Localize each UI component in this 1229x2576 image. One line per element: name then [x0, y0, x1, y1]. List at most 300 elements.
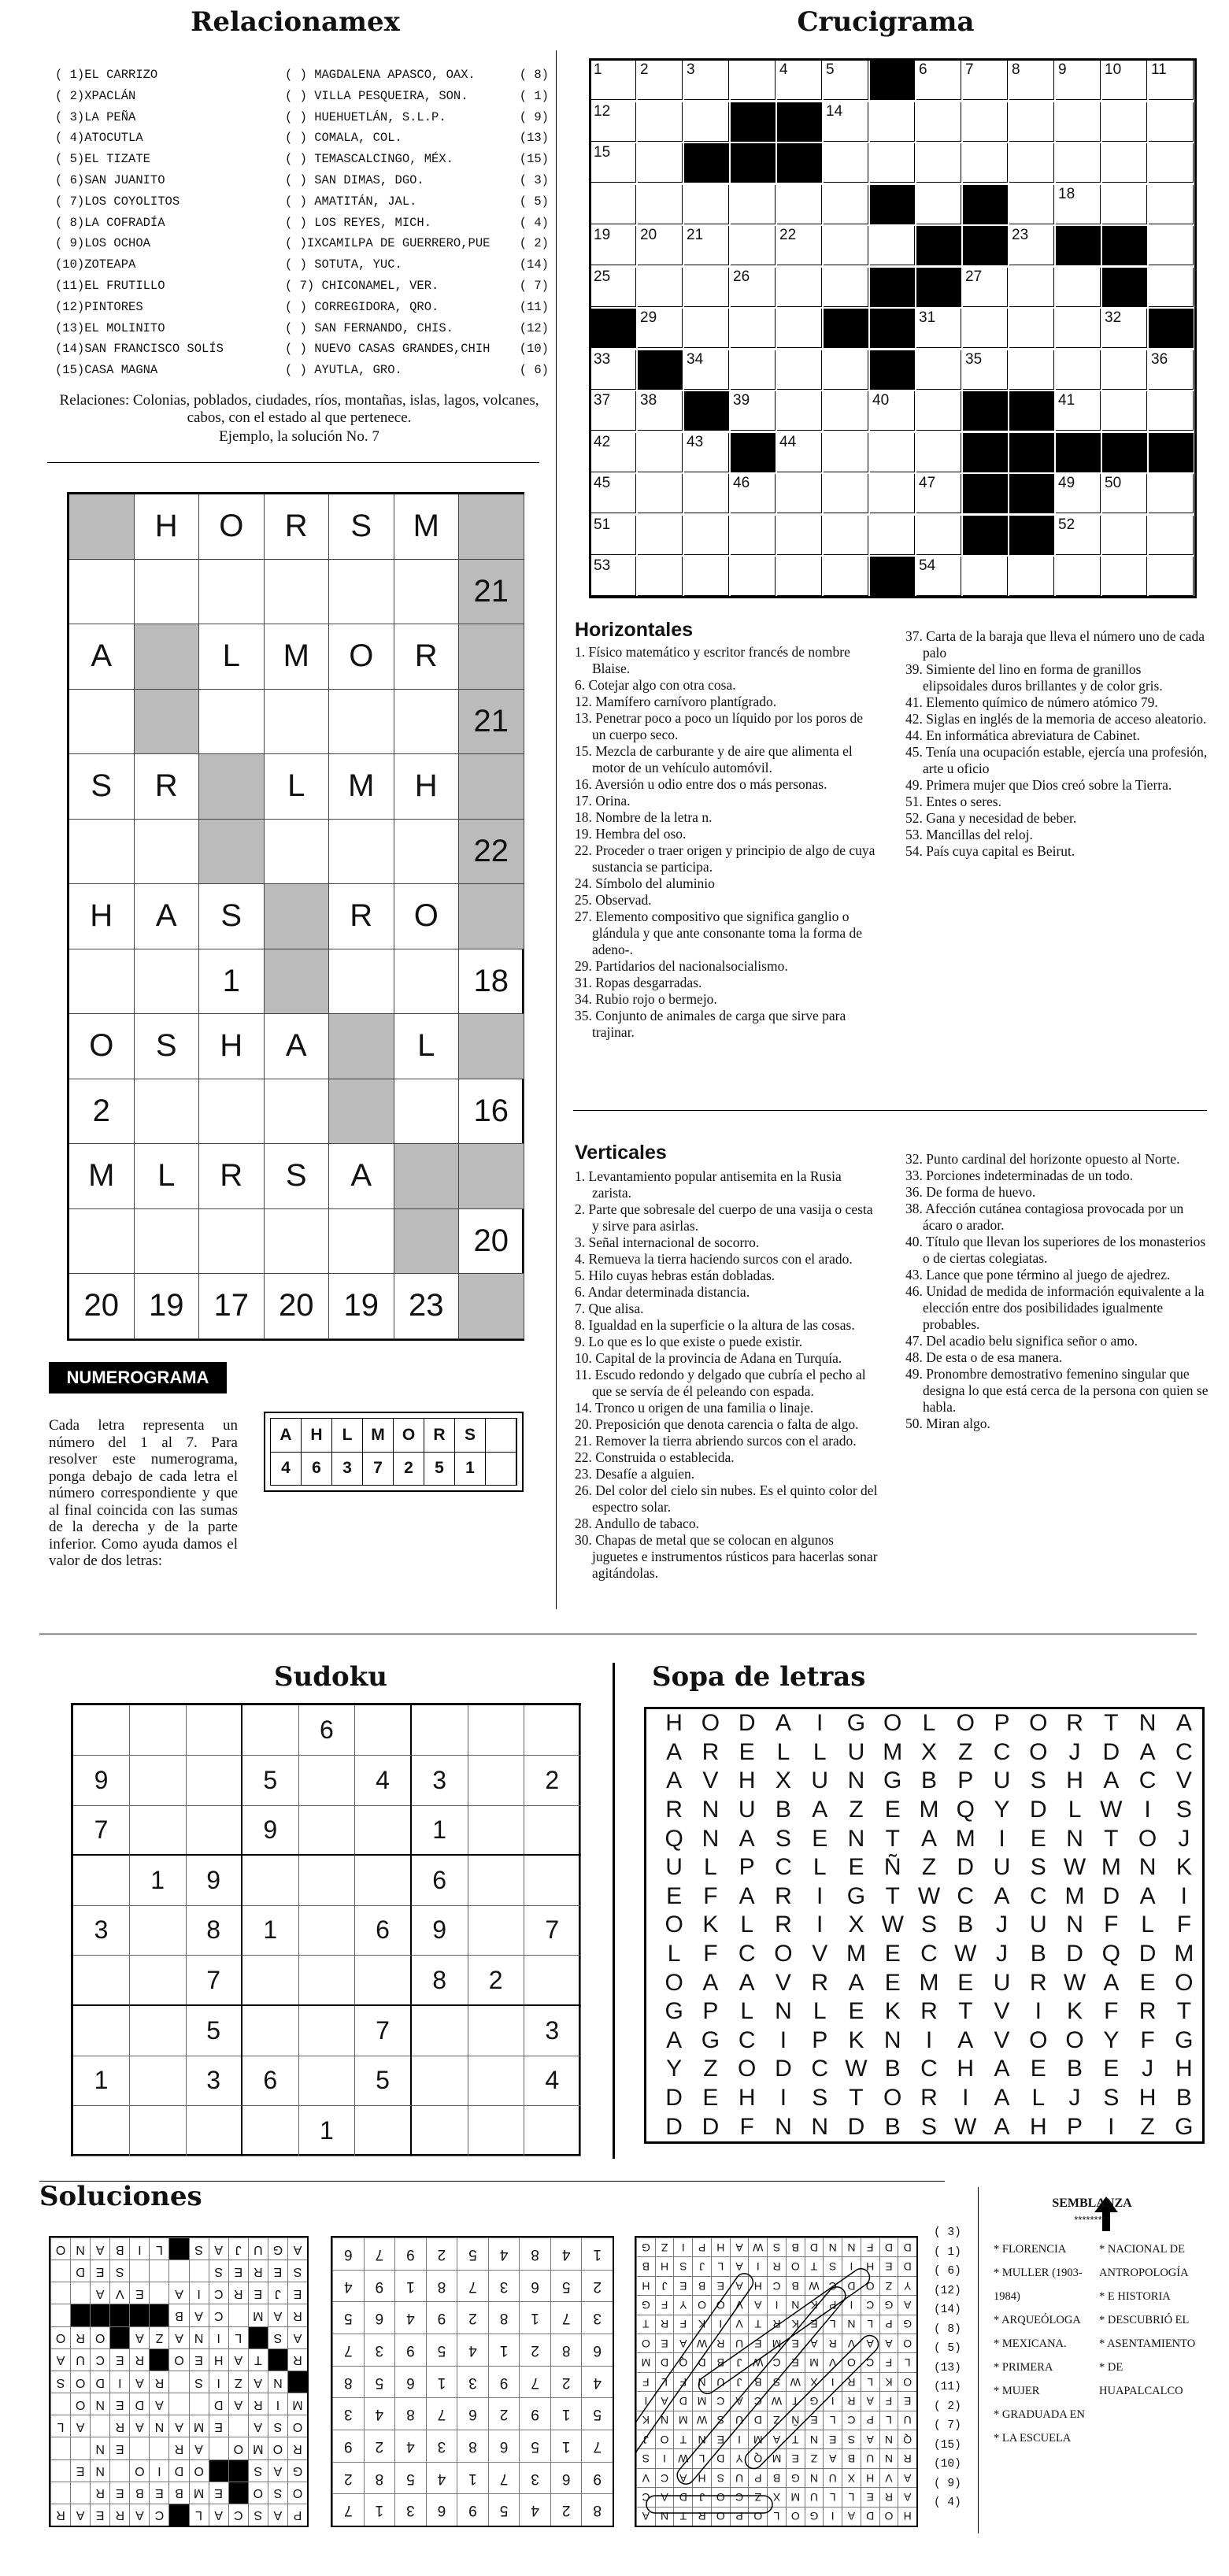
numerograma-cell[interactable]	[135, 949, 200, 1015]
word-search-letter[interactable]: D	[1138, 1941, 1157, 1967]
numerograma-cell[interactable]	[199, 1079, 265, 1145]
crossword-cell[interactable]	[870, 226, 915, 265]
crossword-cell[interactable]	[684, 516, 729, 555]
crossword-cell[interactable]: 35	[963, 350, 1008, 390]
word-search-letter[interactable]: X	[775, 1767, 791, 1794]
word-search-letter[interactable]: T	[885, 1825, 900, 1852]
crossword-cell[interactable]	[963, 309, 1008, 348]
word-search-letter[interactable]: N	[847, 1767, 865, 1794]
numerograma-cell[interactable]: L	[394, 1014, 460, 1079]
crossword-cell[interactable]	[870, 143, 915, 183]
sudoku-cell[interactable]: 5	[186, 2006, 242, 2056]
word-search-letter[interactable]: A	[666, 1738, 683, 1765]
word-search-letter[interactable]: I	[1035, 1998, 1042, 2025]
sudoku-cell[interactable]	[130, 2006, 187, 2056]
numerograma-cell[interactable]	[69, 1209, 135, 1275]
numerograma-cell[interactable]	[329, 949, 394, 1015]
word-search-letter[interactable]: D	[665, 2085, 683, 2112]
word-search-letter[interactable]: A	[666, 2026, 683, 2053]
sudoku-cell[interactable]	[412, 2106, 468, 2156]
crossword-cell[interactable]	[731, 226, 776, 265]
word-search-letter[interactable]: V	[994, 1998, 1010, 2025]
crossword-cell[interactable]: 3	[684, 61, 729, 100]
word-search-letter[interactable]: K	[1175, 1854, 1192, 1881]
word-search-letter[interactable]: C	[920, 1941, 938, 1967]
sudoku-cell[interactable]	[298, 2006, 355, 2056]
sudoku-cell[interactable]: 6	[412, 1856, 468, 1906]
crossword-cell[interactable]	[731, 309, 776, 348]
word-search-letter[interactable]: A	[1139, 1882, 1156, 1909]
word-search-letter[interactable]: E	[739, 1738, 755, 1765]
crossword-cell[interactable]: 50	[1102, 474, 1147, 513]
crossword-cell[interactable]	[1009, 268, 1054, 307]
word-search-letter[interactable]: A	[812, 1797, 828, 1823]
word-search-letter[interactable]: R	[1029, 1969, 1047, 1996]
numerograma-cell[interactable]: O	[199, 494, 265, 560]
word-search-letter[interactable]: L	[704, 1854, 717, 1881]
crossword-cell[interactable]	[1149, 557, 1194, 596]
crossword-cell[interactable]	[777, 309, 822, 348]
word-search-letter[interactable]: A	[848, 1969, 864, 1996]
crossword-cell[interactable]: 11	[1149, 61, 1194, 100]
numerograma-cell[interactable]: L	[135, 1144, 200, 1209]
sudoku-cell[interactable]	[298, 1856, 355, 1906]
crossword-cell[interactable]	[1149, 391, 1194, 431]
word-search-letter[interactable]: H	[738, 2085, 756, 2112]
crossword-cell[interactable]	[638, 557, 683, 596]
word-search-letter[interactable]: N	[1138, 1710, 1157, 1737]
sudoku-cell[interactable]: 3	[524, 2006, 581, 2056]
crossword-cell[interactable]	[777, 516, 822, 555]
word-search-letter[interactable]: D	[738, 1710, 756, 1737]
crossword-cell[interactable]	[1102, 185, 1147, 224]
crossword-cell[interactable]	[1102, 516, 1147, 555]
sudoku-cell[interactable]	[186, 2106, 242, 2156]
word-search-letter[interactable]: S	[1175, 1797, 1192, 1823]
numerograma-cell[interactable]: O	[69, 1014, 135, 1079]
word-search-letter[interactable]: I	[962, 2085, 969, 2112]
numerograma-cell[interactable]	[329, 560, 394, 625]
numerograma-cell[interactable]: 19	[329, 1274, 394, 1339]
numerograma-cell[interactable]	[394, 690, 460, 755]
numerograma-cell[interactable]	[199, 1209, 265, 1275]
word-search-letter[interactable]: G	[1175, 2026, 1194, 2053]
numerograma-cell[interactable]: 18	[459, 949, 524, 1015]
word-search-letter[interactable]: D	[1102, 1882, 1120, 1909]
crossword-cell[interactable]	[1149, 185, 1194, 224]
word-search-letter[interactable]: W	[881, 1912, 904, 1938]
crossword-cell[interactable]: 29	[638, 309, 683, 348]
crossword-cell[interactable]: 12	[591, 102, 636, 142]
crossword-cell[interactable]	[916, 185, 961, 224]
crossword-cell[interactable]: 23	[1009, 226, 1054, 265]
sudoku-cell[interactable]: 5	[355, 2056, 412, 2106]
word-search-letter[interactable]: L	[740, 1912, 753, 1938]
crossword-cell[interactable]	[824, 557, 868, 596]
word-search-letter[interactable]: C	[811, 2056, 829, 2082]
word-search-letter[interactable]: W	[1063, 1969, 1086, 1996]
numerograma-cell[interactable]: 16	[459, 1079, 524, 1145]
word-search-letter[interactable]: S	[1103, 2085, 1120, 2112]
crossword-cell[interactable]: 9	[1056, 61, 1101, 100]
word-search-letter[interactable]: M	[919, 1969, 939, 1996]
sudoku-cell[interactable]: 1	[298, 2106, 355, 2156]
crossword-cell[interactable]: 44	[777, 433, 822, 472]
crossword-cell[interactable]	[1102, 391, 1147, 431]
word-search-letter[interactable]: G	[664, 1998, 683, 2025]
numerograma-cell[interactable]: R	[394, 624, 460, 690]
crossword-cell[interactable]	[824, 474, 868, 513]
crossword-cell[interactable]	[638, 102, 683, 142]
crossword-cell[interactable]	[638, 433, 683, 472]
crossword-cell[interactable]: 14	[824, 102, 868, 142]
word-search-letter[interactable]: I	[779, 2026, 787, 2053]
word-search-letter[interactable]: A	[739, 1825, 755, 1852]
crossword-cell[interactable]: 22	[777, 226, 822, 265]
crossword-cell[interactable]	[824, 185, 868, 224]
numerograma-cell[interactable]: H	[199, 1014, 265, 1079]
word-search-letter[interactable]: V	[775, 1969, 791, 1996]
word-search-letter[interactable]: T	[1104, 1710, 1119, 1737]
crossword-cell[interactable]	[777, 474, 822, 513]
word-search-letter[interactable]: Y	[994, 1797, 1010, 1823]
word-search-letter[interactable]: O	[1029, 1738, 1048, 1765]
word-search-letter[interactable]: T	[1104, 1825, 1119, 1852]
word-search-letter[interactable]: I	[779, 2085, 787, 2112]
crossword-cell[interactable]	[963, 102, 1008, 142]
crossword-cell[interactable]	[684, 309, 729, 348]
sudoku-cell[interactable]: 3	[73, 1905, 130, 1956]
sudoku-cell[interactable]	[242, 2106, 299, 2156]
sudoku-cell[interactable]	[412, 2056, 468, 2106]
word-search-letter[interactable]: M	[846, 1941, 866, 1967]
sudoku-cell[interactable]	[412, 1705, 468, 1756]
word-search-letter[interactable]: I	[816, 1710, 824, 1737]
word-search-letter[interactable]: X	[848, 1912, 864, 1938]
word-search-letter[interactable]: P	[739, 1854, 755, 1881]
relacion-right[interactable]: ( ) SAN FERNANDO, CHIS.	[285, 320, 453, 335]
word-search-letter[interactable]: L	[776, 1738, 790, 1765]
word-search-letter[interactable]: L	[740, 1998, 753, 2025]
numerograma-cell[interactable]	[69, 560, 135, 625]
word-search-letter[interactable]: U	[738, 1797, 756, 1823]
word-search-letter[interactable]: V	[994, 2026, 1010, 2053]
crossword-cell[interactable]	[916, 143, 961, 183]
crossword-cell[interactable]: 18	[1056, 185, 1101, 224]
relacion-right[interactable]: ( ) VILLA PESQUEIRA, SON.	[285, 88, 468, 103]
word-search-letter[interactable]: A	[702, 1969, 719, 1996]
crossword-cell[interactable]: 33	[591, 350, 636, 390]
crossword-cell[interactable]	[1009, 557, 1054, 596]
sudoku-cell[interactable]: 6	[242, 2056, 299, 2106]
word-search-letter[interactable]: U	[993, 1969, 1011, 1996]
word-search-letter[interactable]: D	[1029, 1797, 1047, 1823]
numerograma-cell[interactable]: 19	[135, 1274, 200, 1339]
word-search-letter[interactable]: U	[993, 1767, 1011, 1794]
word-search-letter[interactable]: M	[1101, 1854, 1121, 1881]
crossword-cell[interactable]	[638, 268, 683, 307]
crossword-cell[interactable]	[1009, 143, 1054, 183]
sudoku-cell[interactable]	[73, 1956, 130, 2006]
crossword-cell[interactable]	[591, 185, 636, 224]
word-search-letter[interactable]: J	[1068, 1738, 1081, 1765]
crossword-cell[interactable]	[777, 185, 822, 224]
word-search-letter[interactable]: J	[1142, 2056, 1154, 2082]
sudoku-cell[interactable]: 7	[73, 1805, 130, 1856]
numerograma-grid[interactable]	[67, 492, 524, 1341]
word-search-letter[interactable]: L	[813, 1738, 827, 1765]
crossword-cell[interactable]: 51	[591, 516, 636, 555]
word-search-letter[interactable]: G	[701, 2026, 720, 2053]
numerograma-cell[interactable]	[199, 690, 265, 755]
sudoku-cell[interactable]: 4	[524, 2056, 581, 2106]
crossword-cell[interactable]	[731, 557, 776, 596]
word-search-letter[interactable]: C	[993, 1738, 1011, 1765]
word-search-letter[interactable]: O	[1065, 2026, 1084, 2053]
sudoku-cell[interactable]	[242, 1856, 299, 1906]
word-search-letter[interactable]: A	[666, 1767, 683, 1794]
word-search-letter[interactable]: H	[957, 2056, 975, 2082]
numerograma-cell[interactable]: S	[265, 1144, 330, 1209]
sudoku-cell[interactable]	[468, 1856, 524, 1906]
word-search-letter[interactable]: S	[775, 1825, 791, 1852]
sudoku-cell[interactable]	[524, 1856, 581, 1906]
relacion-right[interactable]: ( ) HUEHUETLÁN, S.L.P.	[285, 109, 446, 124]
word-search-letter[interactable]: G	[846, 1882, 866, 1909]
word-search-letter[interactable]: B	[1175, 2085, 1192, 2112]
word-search-letter[interactable]: P	[957, 1767, 974, 1794]
word-search-letter[interactable]: N	[847, 1825, 865, 1852]
word-search-letter[interactable]: O	[883, 2085, 902, 2112]
word-search-letter[interactable]: D	[1066, 1941, 1083, 1967]
word-search-letter[interactable]: N	[1066, 1912, 1083, 1938]
numerograma-cell[interactable]: L	[199, 624, 265, 690]
word-search-letter[interactable]: F	[1104, 1998, 1119, 2025]
numerograma-cell[interactable]	[199, 560, 265, 625]
crossword-cell[interactable]: 52	[1056, 516, 1101, 555]
word-search-letter[interactable]: I	[1180, 1882, 1188, 1909]
crossword-cell[interactable]: 38	[638, 391, 683, 431]
word-search-letter[interactable]: E	[848, 1854, 864, 1881]
crossword-cell[interactable]: 25	[591, 268, 636, 307]
sudoku-cell[interactable]	[186, 1805, 242, 1856]
word-search-letter[interactable]: D	[775, 2056, 792, 2082]
sudoku-cell[interactable]	[468, 2006, 524, 2056]
numerograma-cell[interactable]: S	[199, 884, 265, 949]
relacion-right[interactable]: ( ) SAN DIMAS, DGO.	[285, 172, 424, 187]
crossword-cell[interactable]	[1056, 268, 1101, 307]
word-search-letter[interactable]: E	[848, 1998, 864, 2025]
crossword-cell[interactable]	[916, 350, 961, 390]
word-search-letter[interactable]: T	[1176, 1998, 1192, 2025]
word-search-letter[interactable]: A	[994, 2113, 1010, 2140]
word-search-letter[interactable]: I	[816, 1912, 824, 1938]
word-search-letter[interactable]: C	[1138, 1767, 1157, 1794]
word-search-letter[interactable]: P	[702, 1998, 719, 2025]
word-search-letter[interactable]: B	[920, 1767, 937, 1794]
sudoku-cell[interactable]	[468, 1756, 524, 1806]
word-search-letter[interactable]: Z	[958, 1738, 973, 1765]
relacion-right[interactable]: ( ) AMATITÁN, JAL.	[285, 194, 417, 209]
word-search-letter[interactable]: C	[1029, 1882, 1047, 1909]
word-search-letter[interactable]: Z	[703, 2056, 718, 2082]
word-search-letter[interactable]: U	[811, 1767, 829, 1794]
crossword-cell[interactable]	[870, 433, 915, 472]
word-search-letter[interactable]: Q	[956, 1797, 975, 1823]
word-search-letter[interactable]: P	[994, 1710, 1010, 1737]
word-search-letter[interactable]: T	[885, 1882, 900, 1909]
word-search-letter[interactable]: E	[702, 2085, 719, 2112]
numerograma-cell[interactable]: R	[135, 754, 200, 820]
word-search-letter[interactable]: N	[775, 2113, 792, 2140]
crossword-cell[interactable]	[638, 185, 683, 224]
sudoku-grid[interactable]	[71, 1703, 581, 2156]
word-search-letter[interactable]: A	[739, 1969, 755, 1996]
word-search-letter[interactable]: V	[1175, 1767, 1192, 1794]
relacion-right[interactable]: ( ) NUEVO CASAS GRANDES,CHIH	[285, 342, 490, 357]
crossword-cell[interactable]: 31	[916, 309, 961, 348]
crossword-cell[interactable]	[638, 516, 683, 555]
word-search-letter[interactable]: J	[1178, 1825, 1190, 1852]
word-search-letter[interactable]: Q	[1101, 1941, 1120, 1967]
crossword-cell[interactable]	[1056, 350, 1101, 390]
word-search-letter[interactable]: C	[1175, 1738, 1193, 1765]
word-search-letter[interactable]: E	[666, 1882, 683, 1909]
word-search-letter[interactable]: B	[884, 2113, 901, 2140]
word-search-letter[interactable]: R	[811, 1969, 829, 1996]
sudoku-cell[interactable]: 8	[186, 1905, 242, 1956]
crossword-cell[interactable]	[731, 350, 776, 390]
crossword-cell[interactable]	[684, 268, 729, 307]
word-search-letter[interactable]: J	[1068, 2085, 1081, 2112]
word-search-letter[interactable]: O	[737, 2056, 757, 2082]
crossword-cell[interactable]	[1149, 268, 1194, 307]
word-search-grid[interactable]	[644, 1707, 1205, 2144]
word-search-letter[interactable]: B	[1067, 2056, 1083, 2082]
crossword-cell[interactable]	[638, 474, 683, 513]
word-search-letter[interactable]: M	[955, 1825, 975, 1852]
relacion-right[interactable]: ( 7) CHICONAMEL, VER.	[285, 278, 439, 293]
word-search-letter[interactable]: I	[1144, 1797, 1151, 1823]
word-search-letter[interactable]: R	[665, 1797, 683, 1823]
word-search-letter[interactable]: K	[1067, 1998, 1083, 2025]
crossword-cell[interactable]: 41	[1056, 391, 1101, 431]
crossword-cell[interactable]	[824, 226, 868, 265]
word-search-letter[interactable]: U	[1029, 1912, 1047, 1938]
crossword-cell[interactable]: 32	[1102, 309, 1147, 348]
numerograma-cell[interactable]: 2	[69, 1079, 135, 1145]
relacion-right[interactable]: ( ) SOTUTA, YUC.	[285, 257, 402, 272]
word-search-letter[interactable]: H	[1175, 2056, 1193, 2082]
crossword-cell[interactable]: 34	[684, 350, 729, 390]
crossword-cell[interactable]: 49	[1056, 474, 1101, 513]
word-search-letter[interactable]: N	[883, 2026, 901, 2053]
crossword-cell[interactable]: 46	[731, 474, 776, 513]
crossword-cell[interactable]	[824, 391, 868, 431]
crossword-cell[interactable]: 37	[591, 391, 636, 431]
word-search-letter[interactable]: B	[775, 1797, 791, 1823]
numerograma-cell[interactable]: 20	[459, 1209, 524, 1275]
crossword-cell[interactable]	[916, 391, 961, 431]
word-search-letter[interactable]: R	[775, 1912, 792, 1938]
numerograma-cell[interactable]	[69, 690, 135, 755]
numerograma-cell[interactable]: S	[69, 754, 135, 820]
sudoku-cell[interactable]: 8	[412, 1956, 468, 2006]
word-search-letter[interactable]: F	[703, 1882, 718, 1909]
word-search-letter[interactable]: O	[1029, 1710, 1048, 1737]
crossword-cell[interactable]: 54	[916, 557, 961, 596]
crossword-cell[interactable]: 15	[591, 143, 636, 183]
crossword-cell[interactable]	[731, 185, 776, 224]
word-search-letter[interactable]: H	[665, 1710, 683, 1737]
sudoku-cell[interactable]	[130, 2106, 187, 2156]
word-search-letter[interactable]: U	[993, 1854, 1011, 1881]
word-search-letter[interactable]: N	[775, 1998, 792, 2025]
crossword-cell[interactable]	[963, 143, 1008, 183]
word-search-letter[interactable]: E	[884, 1969, 901, 1996]
word-search-letter[interactable]: L	[922, 1710, 936, 1737]
crossword-cell[interactable]	[1009, 309, 1054, 348]
word-search-letter[interactable]: Q	[664, 1825, 683, 1852]
crossword-cell[interactable]	[1009, 102, 1054, 142]
sudoku-cell[interactable]	[186, 1705, 242, 1756]
crossword-cell[interactable]	[777, 268, 822, 307]
sudoku-cell[interactable]	[298, 1805, 355, 1856]
word-search-letter[interactable]: U	[665, 1854, 683, 1881]
sudoku-cell[interactable]: 1	[412, 1805, 468, 1856]
word-search-letter[interactable]: E	[1103, 2056, 1120, 2082]
sudoku-cell[interactable]	[468, 1805, 524, 1856]
sudoku-cell[interactable]	[355, 1856, 412, 1906]
crossword-grid[interactable]	[589, 58, 1197, 598]
sudoku-cell[interactable]: 9	[242, 1805, 299, 1856]
word-search-letter[interactable]: A	[1175, 1710, 1192, 1737]
crossword-cell[interactable]	[824, 268, 868, 307]
numerograma-cell[interactable]: A	[329, 1144, 394, 1209]
word-search-letter[interactable]: E	[957, 1969, 974, 1996]
word-search-letter[interactable]: O	[1138, 1825, 1157, 1852]
crossword-cell[interactable]	[684, 474, 729, 513]
relacion-right[interactable]: ( ) COMALA, COL.	[285, 131, 402, 146]
word-search-letter[interactable]: B	[884, 2056, 901, 2082]
word-search-letter[interactable]: F	[739, 2113, 754, 2140]
word-search-letter[interactable]: R	[775, 1882, 792, 1909]
word-search-letter[interactable]: W	[954, 2113, 977, 2140]
crossword-cell[interactable]	[777, 350, 822, 390]
crossword-cell[interactable]: 40	[870, 391, 915, 431]
word-search-letter[interactable]: D	[847, 2113, 865, 2140]
sudoku-cell[interactable]	[298, 1756, 355, 1806]
word-search-letter[interactable]: I	[1108, 2113, 1115, 2140]
numerograma-cell[interactable]: A	[69, 624, 135, 690]
word-search-letter[interactable]: A	[957, 2026, 974, 2053]
word-search-letter[interactable]: B	[1030, 1941, 1046, 1967]
word-search-letter[interactable]: A	[1139, 1738, 1156, 1765]
sudoku-cell[interactable]	[130, 1705, 187, 1756]
numerograma-cell[interactable]: M	[69, 1144, 135, 1209]
sudoku-cell[interactable]: 9	[412, 1905, 468, 1956]
word-search-letter[interactable]: K	[884, 1998, 901, 2025]
numerograma-cell[interactable]: H	[394, 754, 460, 820]
crossword-cell[interactable]	[777, 391, 822, 431]
sudoku-cell[interactable]: 3	[186, 2056, 242, 2106]
word-search-letter[interactable]: A	[775, 1710, 791, 1737]
crossword-cell[interactable]: 10	[1102, 61, 1147, 100]
numerograma-cell[interactable]	[329, 690, 394, 755]
crossword-cell[interactable]	[1149, 102, 1194, 142]
crossword-cell[interactable]: 5	[824, 61, 868, 100]
numerograma-cell[interactable]: 20	[265, 1274, 330, 1339]
